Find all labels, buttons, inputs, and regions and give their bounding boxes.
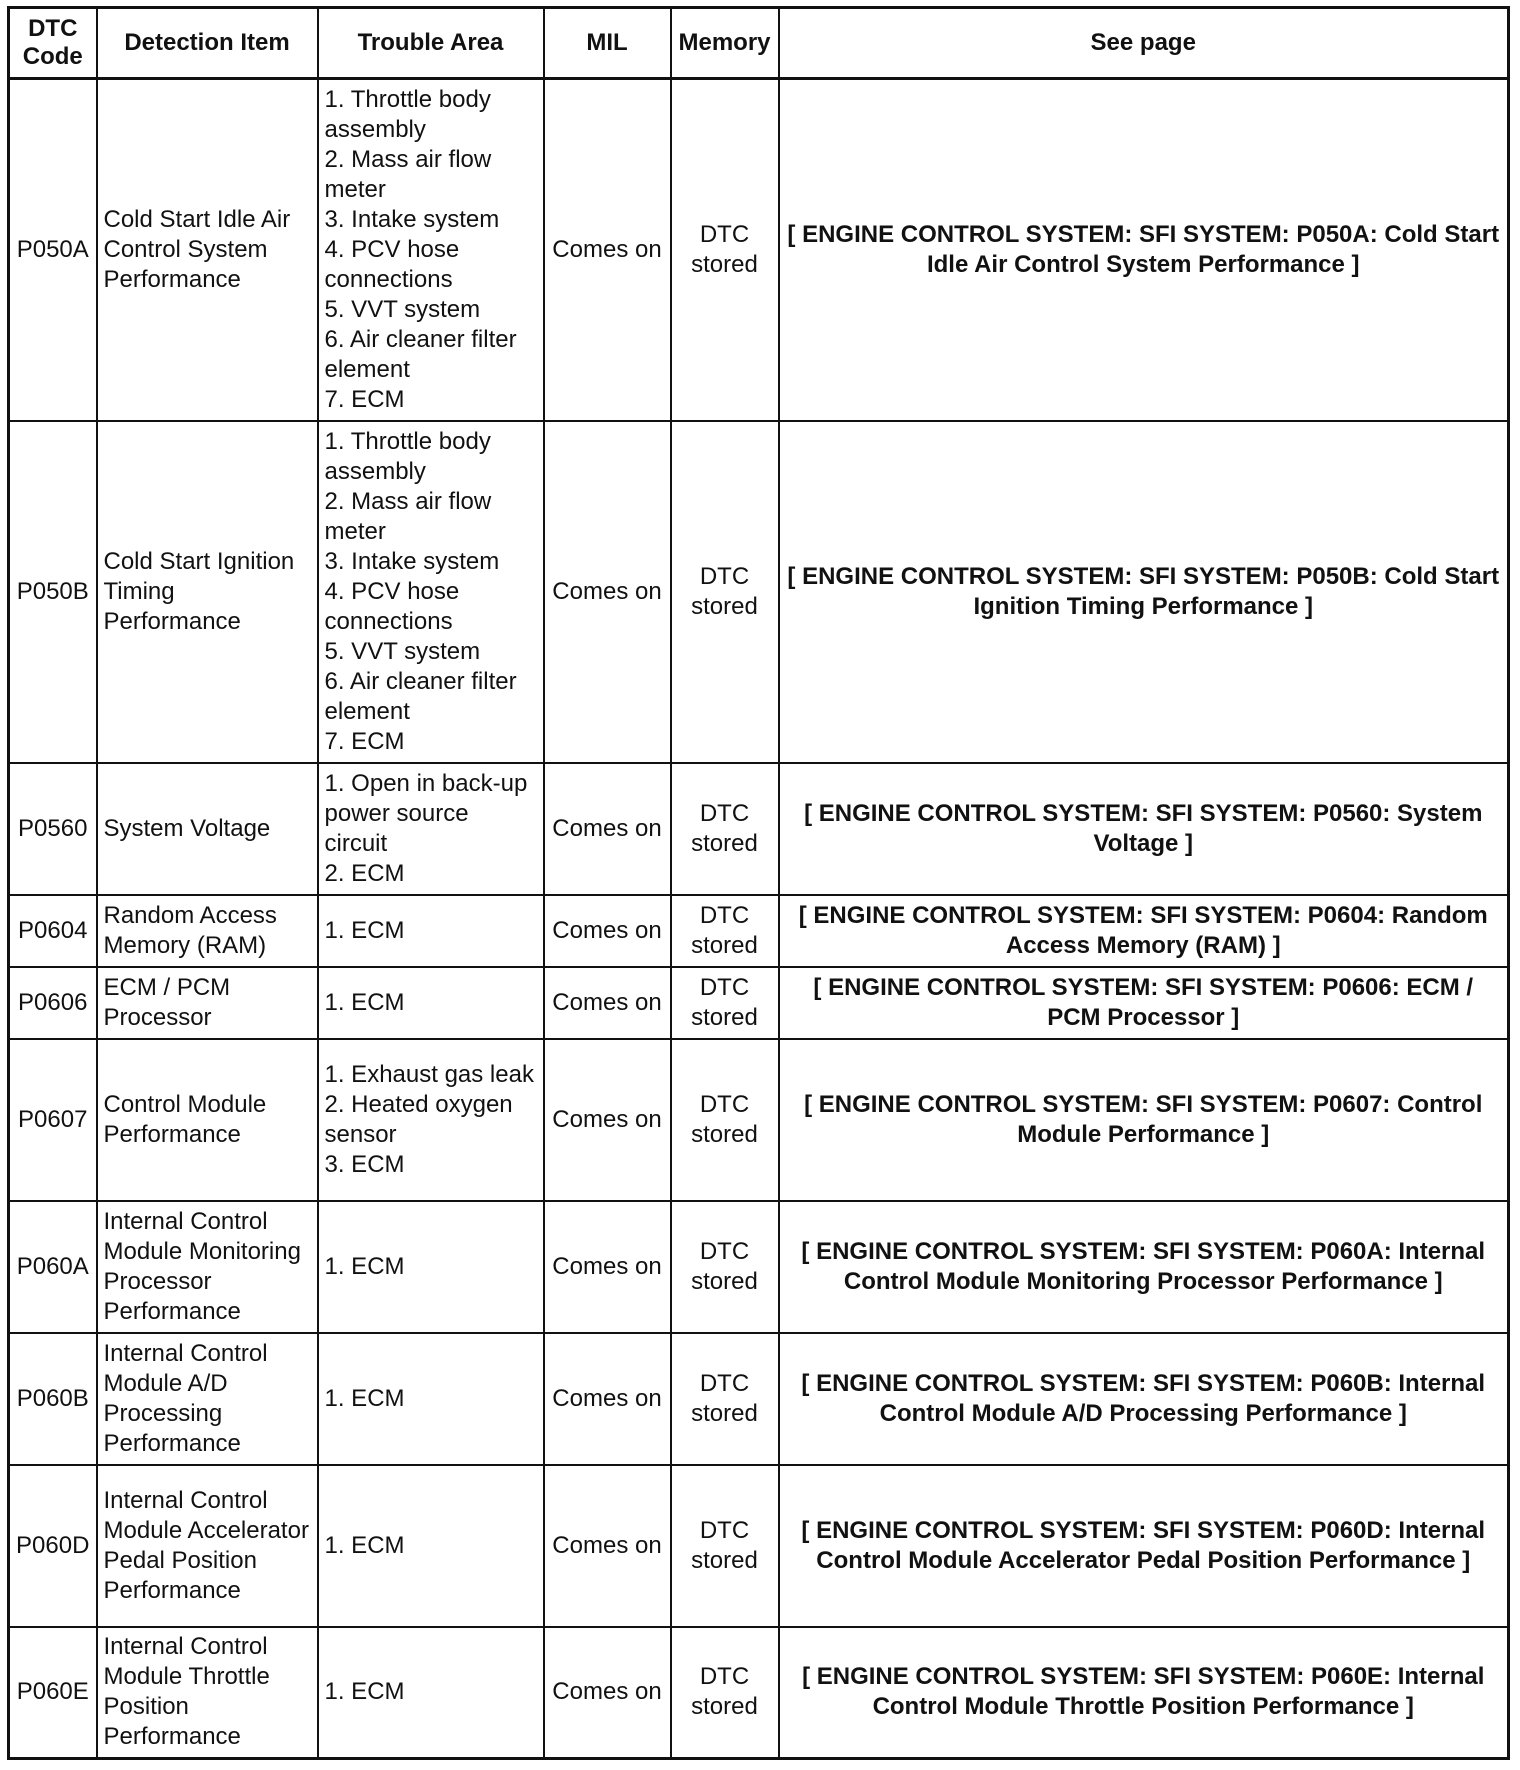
table-row: [9, 1627, 1509, 1759]
trouble-area-cell: 1. Throttle body assembly 2. Mass air flow meter 3. Intake system 4. PCV hose connections 5. VVT system 6. Air cleaner filter element 7. ECM: [318, 421, 544, 763]
trouble-area-cell: 1. Exhaust gas leak 2. Heated oxygen sensor 3. ECM: [318, 1039, 544, 1201]
see-page-link[interactable]: [ ENGINE CONTROL SYSTEM: SFI SYSTEM: P050B: Cold Start Ignition Timing Performance ]: [779, 421, 1509, 763]
header-dtc-code: DTC Code: [9, 8, 97, 79]
memory-cell: DTC stored: [671, 895, 779, 967]
trouble-area-cell: 1. ECM: [318, 1465, 544, 1627]
dtc-code-cell: P050A: [9, 79, 97, 421]
trouble-area-cell: 1. ECM: [318, 895, 544, 967]
table-row: [9, 895, 1509, 967]
see-page-link[interactable]: [ ENGINE CONTROL SYSTEM: SFI SYSTEM: P060B: Internal Control Module A/D Processing Performance ]: [779, 1333, 1509, 1465]
detection-item-cell: System Voltage: [97, 763, 318, 895]
dtc-code-cell: P0560: [9, 763, 97, 895]
detection-item-cell: Internal Control Module Throttle Position Performance: [97, 1627, 318, 1759]
table-body: [9, 79, 1509, 1759]
trouble-area-cell: 1. Throttle body assembly 2. Mass air flow meter 3. Intake system 4. PCV hose connections 5. VVT system 6. Air cleaner filter element 7. ECM: [318, 79, 544, 421]
see-page-link[interactable]: [ ENGINE CONTROL SYSTEM: SFI SYSTEM: P050A: Cold Start Idle Air Control System Performance ]: [779, 79, 1509, 421]
table-row: [9, 1465, 1509, 1627]
detection-item-cell: Cold Start Ignition Timing Performance: [97, 421, 318, 763]
table-header: [9, 8, 1509, 79]
memory-cell: DTC stored: [671, 421, 779, 763]
table-row: [9, 967, 1509, 1039]
table-row: [9, 421, 1509, 763]
memory-cell: DTC stored: [671, 79, 779, 421]
mil-cell: Comes on: [544, 763, 671, 895]
dtc-code-cell: P0604: [9, 895, 97, 967]
trouble-area-cell: 1. ECM: [318, 1627, 544, 1759]
header-memory: Memory: [671, 8, 779, 79]
table-row: [9, 1039, 1509, 1201]
dtc-code-cell: P060D: [9, 1465, 97, 1627]
see-page-link[interactable]: [ ENGINE CONTROL SYSTEM: SFI SYSTEM: P060E: Internal Control Module Throttle Position Performance ]: [779, 1627, 1509, 1759]
memory-cell: DTC stored: [671, 1465, 779, 1627]
table-row: [9, 1333, 1509, 1465]
dtc-code-cell: P050B: [9, 421, 97, 763]
detection-item-cell: Control Module Performance: [97, 1039, 318, 1201]
memory-cell: DTC stored: [671, 1627, 779, 1759]
mil-cell: Comes on: [544, 421, 671, 763]
detection-item-cell: Internal Control Module Monitoring Processor Performance: [97, 1201, 318, 1333]
table-row: [9, 79, 1509, 421]
dtc-code-cell: P0607: [9, 1039, 97, 1201]
mil-cell: Comes on: [544, 1465, 671, 1627]
dtc-code-cell: P0606: [9, 967, 97, 1039]
see-page-link[interactable]: [ ENGINE CONTROL SYSTEM: SFI SYSTEM: P0604: Random Access Memory (RAM) ]: [779, 895, 1509, 967]
mil-cell: Comes on: [544, 1333, 671, 1465]
mil-cell: Comes on: [544, 967, 671, 1039]
header-see-page: See page: [779, 8, 1509, 79]
memory-cell: DTC stored: [671, 1333, 779, 1465]
trouble-area-cell: 1. ECM: [318, 1333, 544, 1465]
detection-item-cell: Internal Control Module A/D Processing Performance: [97, 1333, 318, 1465]
detection-item-cell: ECM / PCM Processor: [97, 967, 318, 1039]
dtc-code-cell: P060A: [9, 1201, 97, 1333]
table-row: [9, 763, 1509, 895]
see-page-link[interactable]: [ ENGINE CONTROL SYSTEM: SFI SYSTEM: P0606: ECM / PCM Processor ]: [779, 967, 1509, 1039]
memory-cell: DTC stored: [671, 1039, 779, 1201]
mil-cell: Comes on: [544, 895, 671, 967]
dtc-table: [7, 6, 1510, 1760]
mil-cell: Comes on: [544, 1201, 671, 1333]
see-page-link[interactable]: [ ENGINE CONTROL SYSTEM: SFI SYSTEM: P060A: Internal Control Module Monitoring Processor Performance ]: [779, 1201, 1509, 1333]
header-mil: MIL: [544, 8, 671, 79]
detection-item-cell: Cold Start Idle Air Control System Performance: [97, 79, 318, 421]
trouble-area-cell: 1. ECM: [318, 1201, 544, 1333]
mil-cell: Comes on: [544, 1039, 671, 1201]
header-detection-item: Detection Item: [97, 8, 318, 79]
see-page-link[interactable]: [ ENGINE CONTROL SYSTEM: SFI SYSTEM: P0607: Control Module Performance ]: [779, 1039, 1509, 1201]
mil-cell: Comes on: [544, 1627, 671, 1759]
dtc-code-cell: P060B: [9, 1333, 97, 1465]
see-page-link[interactable]: [ ENGINE CONTROL SYSTEM: SFI SYSTEM: P060D: Internal Control Module Accelerator Pedal Position Performance ]: [779, 1465, 1509, 1627]
mil-cell: Comes on: [544, 79, 671, 421]
memory-cell: DTC stored: [671, 763, 779, 895]
detection-item-cell: Internal Control Module Accelerator Pedal Position Performance: [97, 1465, 318, 1627]
memory-cell: DTC stored: [671, 967, 779, 1039]
header-row: [9, 8, 1509, 79]
detection-item-cell: Random Access Memory (RAM): [97, 895, 318, 967]
trouble-area-cell: 1. ECM: [318, 967, 544, 1039]
see-page-link[interactable]: [ ENGINE CONTROL SYSTEM: SFI SYSTEM: P0560: System Voltage ]: [779, 763, 1509, 895]
memory-cell: DTC stored: [671, 1201, 779, 1333]
trouble-area-cell: 1. Open in back-up power source circuit 2. ECM: [318, 763, 544, 895]
table-row: [9, 1201, 1509, 1333]
dtc-code-cell: P060E: [9, 1627, 97, 1759]
header-trouble-area: Trouble Area: [318, 8, 544, 79]
